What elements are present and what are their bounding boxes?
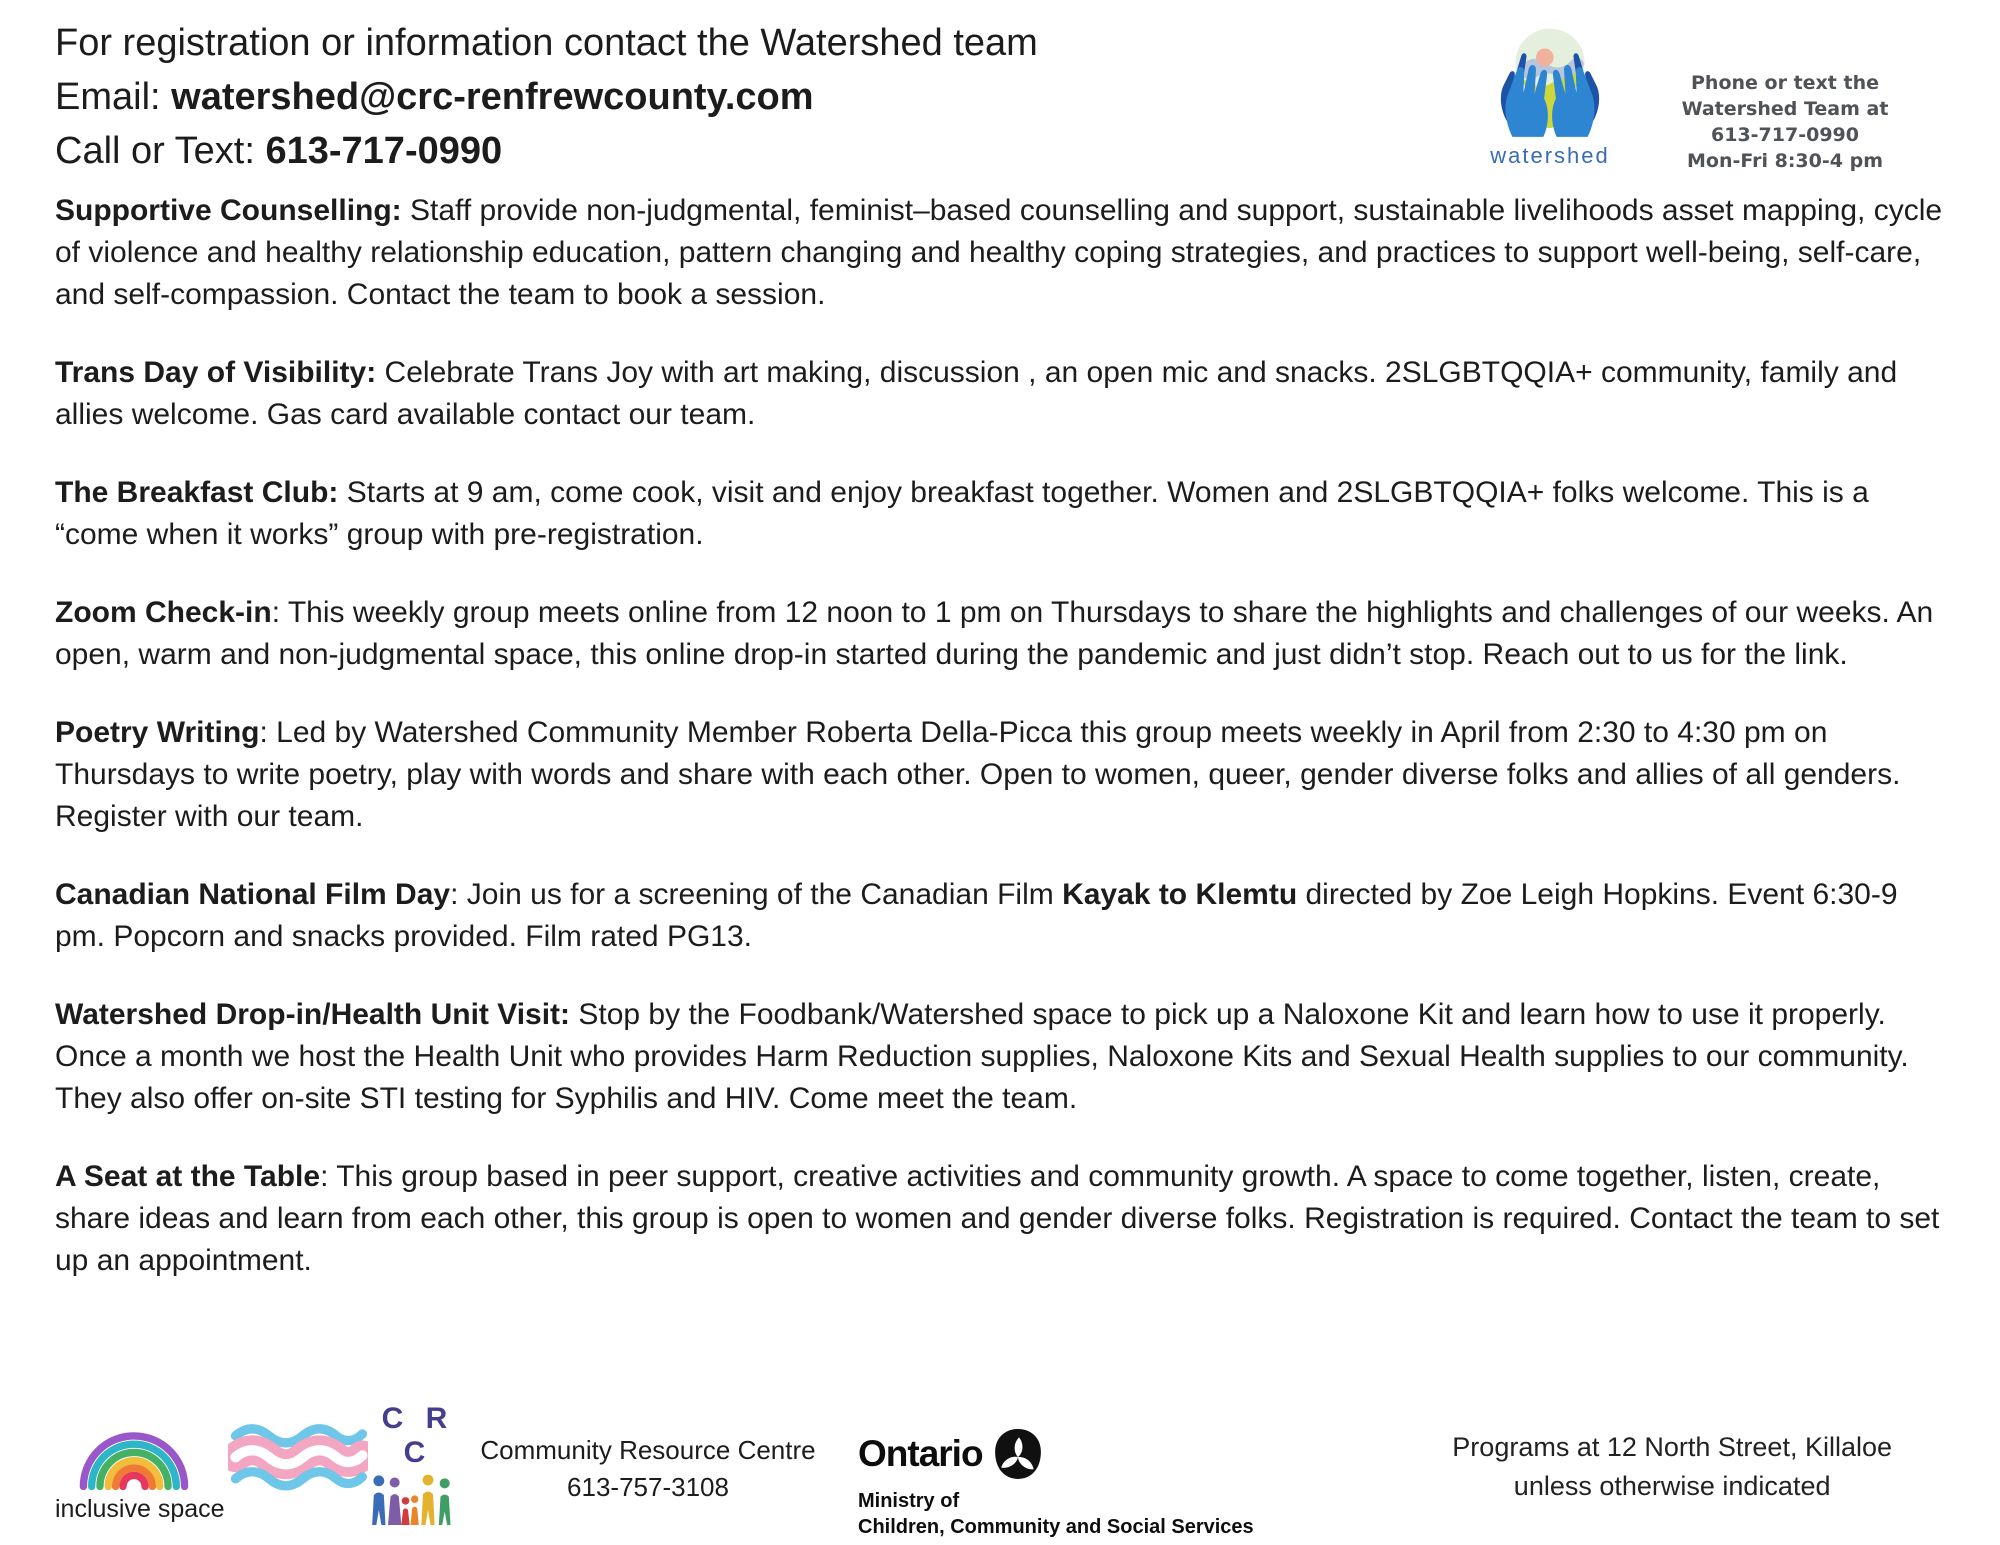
program-zoom-check-in: [55, 592, 1945, 676]
program-description: Starts at 9 am, come cook, visit and enjoy breakfast together. Women and 2SLGBTQQIA+ folks welcome. This is a “come when it works” group with pre-registration.: [55, 476, 1869, 551]
watershed-logo-icon: [1480, 26, 1620, 141]
watershed-wordmark: watershed: [1490, 143, 1610, 168]
crc-phone: 613-757-3108: [567, 1472, 729, 1502]
program-description: : This group based in peer support, creative activities and community growth. A space to come together, listen, create, share ideas and learn from each other, this group is open to women and gender diverse folks. Registration is required. Contact the team to set up an appointment.: [55, 1160, 1940, 1277]
trans-flag-waves-icon: [228, 1422, 368, 1500]
header: [55, 16, 1038, 178]
crc-name: Community Resource Centre: [480, 1435, 816, 1465]
program-title: Trans Day of Visibility:: [55, 356, 377, 389]
program-description: Stop by the Foodbank/Watershed space to pick up a Naloxone Kit and learn how to use it properly. Once a month we host the Health Unit who provides Harm Reduction supplies, Naloxone Kits and Sexual Health supplies to our community. They also offer on-site STI testing for Syphilis and HIV. Come meet the team.: [55, 998, 1909, 1115]
program-description: Celebrate Trans Joy with art making, discussion , an open mic and snacks. 2SLGBTQQIA+ community, family and allies welcome. Gas card available contact our team.: [55, 356, 1898, 431]
program-description: : This weekly group meets online from 12 noon to 1 pm on Thursdays to share the highlights and challenges of our weeks. An open, warm and non-judgmental space, this online drop-in started during the pandemic and just didn’t stop. Reach out to us for the link.: [55, 596, 1934, 671]
program-title: Supportive Counselling:: [55, 194, 402, 227]
phone-number: 613-717-0990: [265, 130, 503, 172]
program-list: [55, 190, 1945, 1318]
program-breakfast-club: [55, 472, 1945, 556]
phone-label: Call or Text:: [55, 130, 266, 172]
program-title: A Seat at the Table: [55, 1160, 321, 1193]
contact-note-line: Mon-Fri 8:30-4 pm: [1686, 150, 1883, 172]
location-line: unless otherwise indicated: [1513, 1471, 1831, 1501]
inclusive-space-label: inclusive space: [55, 1495, 225, 1523]
footer: [0, 1396, 2000, 1536]
program-title: The Breakfast Club:: [55, 476, 339, 509]
rainbow-icon: [59, 1400, 209, 1492]
location-line: Programs at 12 North Street, Killaloe: [1452, 1432, 1892, 1462]
trans-flag-waves: [228, 1422, 368, 1505]
ontario-ministry-logo: [858, 1428, 1254, 1540]
crc-letters: C R C: [381, 1402, 455, 1469]
crc-contact: [468, 1432, 828, 1506]
contact-note: [1640, 70, 1930, 174]
program-trans-day-of-visibility: [55, 352, 1945, 436]
ministry-name: [858, 1488, 1254, 1540]
crc-logo: [366, 1402, 470, 1530]
program-title: Poetry Writing: [55, 716, 260, 749]
crc-family-icon: [368, 1470, 468, 1530]
program-title: Canadian National Film Day: [55, 878, 451, 911]
ministry-line: Children, Community and Social Services: [858, 1516, 1254, 1538]
program-title: Watershed Drop-in/Health Unit Visit:: [55, 998, 571, 1031]
ministry-line: Ministry of: [858, 1490, 960, 1512]
ontario-wordmark: Ontario: [858, 1433, 983, 1474]
program-title: Zoom Check-in: [55, 596, 272, 629]
program-description: Staff provide non-judgmental, feminist–based counselling and support, sustainable livelihoods asset mapping, cycle of violence and healthy relationship education, pattern changing and healthy coping strategies, and practices to support well-being, self-care, and self-compassion. Contact the team to book a session.: [55, 194, 1943, 311]
inclusive-space-badge: [55, 1400, 225, 1524]
email-label: Email:: [55, 76, 172, 118]
header-intro-text: For registration or information contact the Watershed team: [55, 22, 1038, 64]
watershed-logo: [1460, 26, 1640, 169]
program-poetry-writing: [55, 712, 1945, 838]
contact-note-line: Watershed Team at: [1681, 98, 1889, 120]
program-seat-at-the-table: [55, 1156, 1945, 1282]
program-location-note: [1452, 1428, 1892, 1506]
program-supportive-counselling: [55, 190, 1945, 316]
header-intro-line: [55, 16, 1038, 70]
header-email-line: [55, 70, 1038, 124]
header-phone-line: [55, 124, 1038, 178]
contact-note-line: Phone or text the: [1691, 72, 1879, 94]
email-address: watershed@crc-renfrewcounty.com: [171, 76, 814, 118]
program-description: : Join us for a screening of the Canadian Film: [450, 878, 1063, 911]
program-description: : Led by Watershed Community Member Roberta Della-Picca this group meets weekly in April from 2:30 to 4:30 pm on Thursdays to write poetry, play with words and share with each other. Open to women, queer, gender diverse folks and allies of all genders. Register with our team.: [55, 716, 1901, 833]
program-film-day: [55, 874, 1945, 958]
film-title: Kayak to Klemtu: [1062, 878, 1298, 911]
program-description: directed by Zoe Leigh Hopkins. Event 6:30-9 pm. Popcorn and snacks provided. Film rated PG13.: [55, 878, 1898, 953]
contact-note-line: 613-717-0990: [1711, 124, 1859, 146]
trillium-icon: [993, 1428, 1043, 1480]
program-drop-in-health-unit: [55, 994, 1945, 1120]
